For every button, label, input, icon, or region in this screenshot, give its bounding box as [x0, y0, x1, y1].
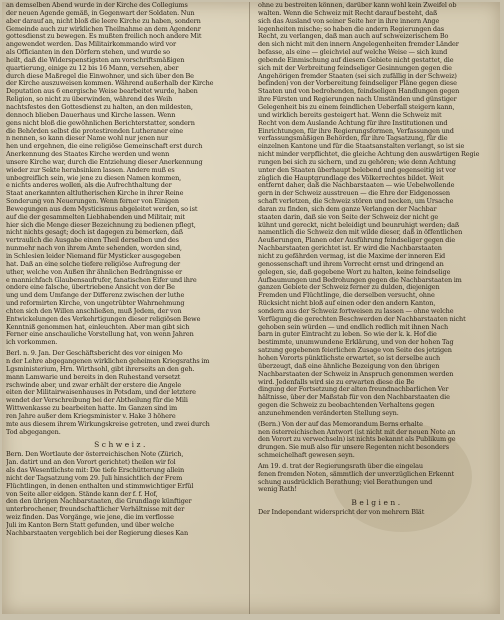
- text-line: ganzen Gebiete der Schweiz ferner zu dulden, diejenigen: [258, 284, 440, 292]
- text-line: die Behörden selbst die protestirenden Lutheraner eine: [6, 127, 183, 135]
- text-line: wendet der Verschreibung bei der Abtheilung für die Mili: [6, 397, 188, 405]
- article-independant: [258, 509, 496, 517]
- text-line: den den übrigen Nachbarstaaten, die Grundlage künftiger: [6, 498, 192, 506]
- text-line: sich mit der Verbreitung feindseliger Gesinnungen gegen die: [258, 64, 452, 72]
- text-line: gehoben sein würden — und endlich redlich mit ihnen Nach: [258, 323, 449, 331]
- text-line: Fremden und Flüchtlinge, die derselben versucht, ohne: [258, 292, 435, 300]
- text-line: hen und ergehnen, die eine religiöse Gemeinschaft erst durch: [6, 143, 203, 151]
- text-line: barn in guter Eintracht zu leben. So wie der k. k. Hof die: [258, 331, 437, 339]
- text-line: Deputation aus 6 energische Weise bearbeitet wurde, haben: [6, 88, 198, 96]
- text-line: dingung der Fortsetzung der alten freundnachbarlichen Ver: [258, 386, 449, 394]
- text-line: n der Lehre abgegangenen wirklichen geheimen Kriegsraths im: [6, 357, 210, 365]
- text-line: nachtsfestes den Gottesdienst zu halten, an den mildesten,: [6, 103, 193, 111]
- text-line: gens nicht bloß die gewöhnlichen Berichterstatter, sondern: [6, 119, 195, 127]
- text-line: und reformirten Kirche, von ungetrübter Wahrnehmung: [6, 300, 185, 308]
- text-line: rschwinde aber, und zwar erhält der erstere die Angele: [6, 381, 182, 389]
- text-line: ung und dem Umfange der Differenz zwischen der luthe: [6, 292, 185, 300]
- text-line: Nachbarstaaten der Schweiz in Anspruch genommen werden: [258, 370, 454, 378]
- text-line: uther, welche von Außen ihr ähnlichen Bedrängnisse er: [6, 268, 183, 276]
- text-line: fenen fremden Noten, sämmtlich der unverzüglichen Erkennt: [258, 470, 455, 478]
- left-column: [6, 2, 236, 538]
- text-line: Rücksicht nicht bloß auf einen oder den andern Kanton,: [258, 300, 436, 308]
- text-line: sich das Ausland von seiner Seite her in ihre innern Ange: [258, 17, 440, 25]
- text-line: daran zu finden, sich dem ganze Verlangen der Nachbar: [258, 205, 437, 213]
- text-line: Verfügung die gerechten Beschwerden der Nachbarstaaten nicht: [258, 315, 466, 323]
- text-line: chten sich den Willen anschließen, muß Jedem, der von: [6, 307, 182, 315]
- text-line: Lgsministerium, Hrn. Wirthsohl, gibt ihrerseits an den geh.: [6, 365, 195, 373]
- text-line: und wirklich bereits gesteigert hat. Wenn die Schweiz mit: [258, 111, 442, 119]
- text-line: Kenntniß genommen hat, einleuchten. Aber man gibt sich: [6, 323, 190, 331]
- text-line: angewendet werden. Das Militairkommando wird vor: [6, 41, 177, 49]
- article-regierungsrath: [258, 463, 496, 494]
- text-line: nicht minder verpflichtet, die gleiche Achtung den auswärtigen Regie: [258, 151, 480, 159]
- text-line: als Officianten in den Dörfern stehen, und wurde so: [6, 49, 170, 57]
- text-line: mann Lamwarie und bereits in den Ruhestand versetzt: [6, 373, 181, 381]
- text-line: von Seite aller eidgen. Stände kann der f. f. Hof,: [6, 490, 158, 498]
- text-line: kühnt und gereckt, nicht beleidigt und beunruhigt werden; daß: [258, 221, 460, 229]
- text-line: unterbrochener, freundschaftlicher Verhältnisse mit der: [6, 506, 185, 514]
- text-line: quartierung, einige zu 12 bis 16 Mann, versehen, aber: [6, 64, 179, 72]
- section-heading-belgien: Belgien.: [351, 498, 403, 508]
- text-line: drungen. Sie muß also für unsere Regenten nicht besonders: [258, 444, 449, 452]
- text-line: walten. Wenn die Schweiz mit Recht darauf besteht, daß: [258, 9, 438, 17]
- text-line: einzelnen Kantone und für die Staatsanstalten verlangt, so ist sie: [258, 143, 465, 151]
- text-line: schaft verletzen, die Schweiz stören und necken, um Ursache: [258, 198, 454, 206]
- text-line: der neuen Agende gemäß, in Gegenwart der Soldaten. Nun: [6, 9, 195, 17]
- text-line: heilt, daß die Widerspenstigsten am vorschriftsmäßigen: [6, 56, 185, 64]
- text-line: gern in der Schweiz ausstreuen — die Ehre der Eidgenossen: [258, 190, 450, 198]
- text-line: nicht zu gefährden vermag, ist die Maxime der inneren Eid: [258, 253, 446, 260]
- text-line: Gelegenheit bis zu einem feindlichen Ueberfall steigern kann,: [258, 103, 455, 111]
- text-line: schmeichelhaft gewesen seyn.: [258, 452, 355, 460]
- text-line: hohen Vororts pünktlichste erwartet, so ist derselbe auch: [258, 354, 441, 362]
- text-line: bestimmte, unumwundene Erklärung, und von der hohen Tag: [258, 339, 454, 347]
- text-line: gelegen, sie, daß gegebene Wort zu halten, keine feindselige: [258, 268, 451, 276]
- text-line: hier sich die Menge dieser Bezeichnung zu bedienen pflegt,: [6, 221, 196, 229]
- text-line: namentlich die Schweiz den mit wilde dieser, daß in öffentlichen: [258, 229, 463, 237]
- text-line: ren Jahre außer dem Kriegsminister v. Hake 3 höhere: [6, 412, 176, 420]
- text-line: mte aus diesem ihrem Wirkungskreise getreten, und zwei durch: [6, 420, 210, 428]
- right-column: [258, 2, 496, 517]
- text-line: e mannichfach Glaubensaufrufer, fanatischen Eifer und ihre: [6, 276, 197, 284]
- text-line: hältnisse, über der Maßstab für von den Nachbarstaaten die: [258, 394, 450, 402]
- text-line: weiz finden. Das Vorgänge, wie jene, die im verflosse: [6, 514, 174, 522]
- text-line: auf die der gesammelten Liebhabenden und Militair, mit: [6, 213, 185, 221]
- text-line: gegen die Schweiz zu beobachtenden Verhaltens gegen: [258, 402, 435, 410]
- text-line: gottesdienst zu bewegen. Es mußten freilich noch andere Mit: [6, 33, 202, 41]
- text-line: Angehörigen fremder Staaten (sei sich zufällig in der Schweiz): [258, 72, 457, 80]
- text-line: Flüchtlingen, in denen enthalten und stimmwichtiger Erfül: [6, 482, 194, 490]
- text-line: schung ausdrücklich Berathung; viel Berathungen und: [258, 478, 433, 486]
- text-line: genossenschaft und ihrem Vorrecht ernst und dringend an: [258, 260, 444, 268]
- text-line: Einrichtungen, für ihre Regierungsformen, Verfassungen und: [258, 127, 454, 135]
- text-line: aber darauf an, nicht bloß die leere Kirche zu haben, sondern: [6, 17, 201, 25]
- text-line: nicht nichts gesagt; doch ist dagegen zu bemerken, daß: [6, 229, 183, 237]
- text-line: Religion, so nicht zu überwinden, während des Weih: [6, 96, 173, 104]
- newspaper-page: [2, 2, 500, 614]
- text-line: eiten der Militairwaisenhauses in Potsdam, und der letztere: [6, 389, 196, 397]
- text-line: Ferner eine anschauliche Vorstellung hat, von wenn Jahren: [6, 331, 194, 339]
- text-line: Bern. Den Wortlaute der österreichischen Note (Zürich,: [6, 451, 184, 459]
- text-line: Anerkennung des Staates Kirche werden und wenn: [6, 151, 170, 159]
- column-divider: [249, 2, 250, 614]
- text-line: befasse, als eine — gleichviel auf welche Weise — sich kund: [258, 49, 448, 57]
- text-line: ich vorkommen.: [6, 339, 58, 347]
- text-line: unter den Staaten überhaupt belebend und gegenseitig ist vor: [258, 166, 456, 174]
- text-line: Wittwenkasse zu bearbeiten hatte. Im Ganzen sind im: [6, 405, 178, 413]
- text-line: dennoch blieben Dauerhaus und Kirche lassen. Wenn: [6, 111, 176, 119]
- text-line: den sich nicht mit den innern Angelegenheiten fremder Länder: [258, 41, 459, 49]
- article-bern-note: [6, 451, 236, 537]
- text-line: e nichts anderes wollen, als die Aufrechthaltung der: [6, 182, 172, 190]
- text-line: überzeugt, daß eine ähnliche Bezeigung von den übrigen: [258, 362, 440, 370]
- text-line: n nennen, so kann dieser Name wohl nur jenen nur: [6, 135, 168, 143]
- text-line: Staaten und von bedrohenden, feindseligen Handlungen gegen: [258, 88, 460, 96]
- article-note-continued: [258, 2, 496, 418]
- text-line: ondere eine falsche, übertriebene Ansicht von der Be: [6, 284, 175, 292]
- text-line: Recht, zu verlangen, daß man auch auf schweizerischem Bo: [258, 33, 449, 41]
- text-line: Berl. n. 9. Jan. Der Geschäftsbericht des vor einigen Mo: [6, 350, 183, 358]
- text-line: Tod abgegangen.: [6, 428, 61, 436]
- text-line: rungen bei sich zu sichern, und zu gehören; wie denn Achtung: [258, 158, 456, 166]
- text-line: unbegreiflich sein, wie jene zu diesen Namen kommen,: [6, 174, 182, 182]
- text-line: nicht der Tagsatzung vom 29. Juli hinsichtlich der Frem: [6, 474, 183, 482]
- text-line: staaten darin, daß sie von Seite der Schweiz der nicht ge: [258, 213, 439, 221]
- text-line: Am 19. d. trat der Regierungsrath über die eingelau: [258, 462, 424, 470]
- text-line: satzung gegebenen feierlichen Zusage von Seite des jetzigen: [258, 347, 452, 355]
- text-line: Bewegungen aus dem Mysticismus abgeleitet werden, so ist: [6, 205, 198, 213]
- text-line: vertraulich die Ausgabe einen Theil derselben und des: [6, 237, 179, 245]
- text-line: nunmehr nach von ihrem Amte sehenden, worden sind,: [6, 245, 182, 253]
- text-line: durch diese Maßregel die Einwohner, und sich über den Be: [6, 72, 194, 80]
- text-line: befinden) von der Vorbereitung feindseliger Pläne gegen diese: [258, 80, 457, 88]
- text-line: entfernt daher, daß die Nachbarstaaten — wie Uebelwollende: [258, 182, 455, 190]
- text-line: Juli im Kanton Bern Statt gefunden, und über welche: [6, 522, 174, 529]
- text-line: den Vorort zu verwechseln) ist nichts bekannt als Publikum ge: [258, 436, 456, 444]
- text-line: in Schlesien leider Niemand für Mysticker ausgegeben: [6, 253, 181, 260]
- text-line: Gemeinde auch zur wirklichen Theilnahme an dem Agendenr: [6, 25, 201, 33]
- text-line: ihre Fürsten und Regierungen nach Umständen und günstiger: [258, 96, 457, 104]
- text-line: nen österreichischen Antwort (ist nicht mit der neuen Note an: [258, 428, 456, 436]
- text-line: wird. Jedenfalls wird sie zu erwarten diese die Be: [258, 378, 415, 386]
- article-berlin: [6, 350, 236, 436]
- text-line: legenheiten mische; so haben die andern Regierungen das: [258, 25, 445, 33]
- text-line: als das Wesentlichste mit: Die tiefe Erschütterung allein: [6, 467, 185, 475]
- text-line: Jan. datirt und an den Vorort gerichtet) theilen wir fol: [6, 459, 176, 467]
- article-bern-memorandum: [258, 421, 496, 460]
- text-line: Nachbarstaaten vergeblich bei der Regierung dieses Kan: [6, 529, 189, 537]
- text-line: (Bern.) Von der auf das Memorandum Berns erhalte: [258, 420, 423, 428]
- text-line: unsere Kirche war, durch die Entziehung dieser Anerkennung: [6, 158, 203, 166]
- text-line: züglich die Hauptgrundlage des Völkerrechtes bildet. Weit: [258, 174, 444, 182]
- text-line: Staat anerkannten altlutherischen Kirche in ihrer Reine: [6, 190, 184, 198]
- text-line: Recht von dem Auslande Achtung für ihre Institutionen und: [258, 119, 448, 127]
- text-line: Aufbaumungen und Bedrohungen gegen die Nachbarstaaten im: [258, 276, 462, 284]
- text-line: verfassungsmäßigen Behörden, für ihre Tagsatzung, für die: [258, 135, 448, 143]
- text-line: der Kirche auszuweisen kommen. Während außerhalb der Kirche: [6, 80, 214, 88]
- text-line: an demselben Abend wurde in der Kirche des Collegiums: [6, 2, 188, 9]
- text-line: Sonderung von Neuerungen. Wenn ferner von Einigen: [6, 198, 179, 206]
- text-line: ohne zu bestreiten können, darüber kann wohl kein Zweifel ob: [258, 2, 457, 9]
- text-line: wieder zur Sekte herabsinken lassen. Andere muß es: [6, 166, 175, 174]
- text-line: Nachbarstaaten gerichtet ist. Er wird die Nachbarstaaten: [258, 245, 442, 253]
- text-line: anzunehmenden veränderten Stellung seyn.: [258, 409, 399, 417]
- text-line: Entwickelungen des Verkehrtigungen dieser religiösen Bewe: [6, 315, 201, 323]
- text-line: wenig Rath!: [258, 486, 297, 494]
- article-agende: [6, 2, 236, 347]
- text-line: gebende Einmischung auf diesem Gebiete nicht gestattet, die: [258, 56, 454, 64]
- text-line: hat. Daß an eine solche tiefere religiöse Aufregung der: [6, 260, 181, 268]
- section-heading-schweiz: Schweiz.: [94, 440, 148, 450]
- text-line: Aeußerungen, Planen oder Ausführung feindseliger gegen die: [258, 237, 456, 245]
- text-line: sondern aus der Schweiz fortweisen zu lassen — ohne welche: [258, 307, 454, 315]
- text-line: Der Independant widerspricht der von mehrern Blät: [258, 509, 425, 517]
